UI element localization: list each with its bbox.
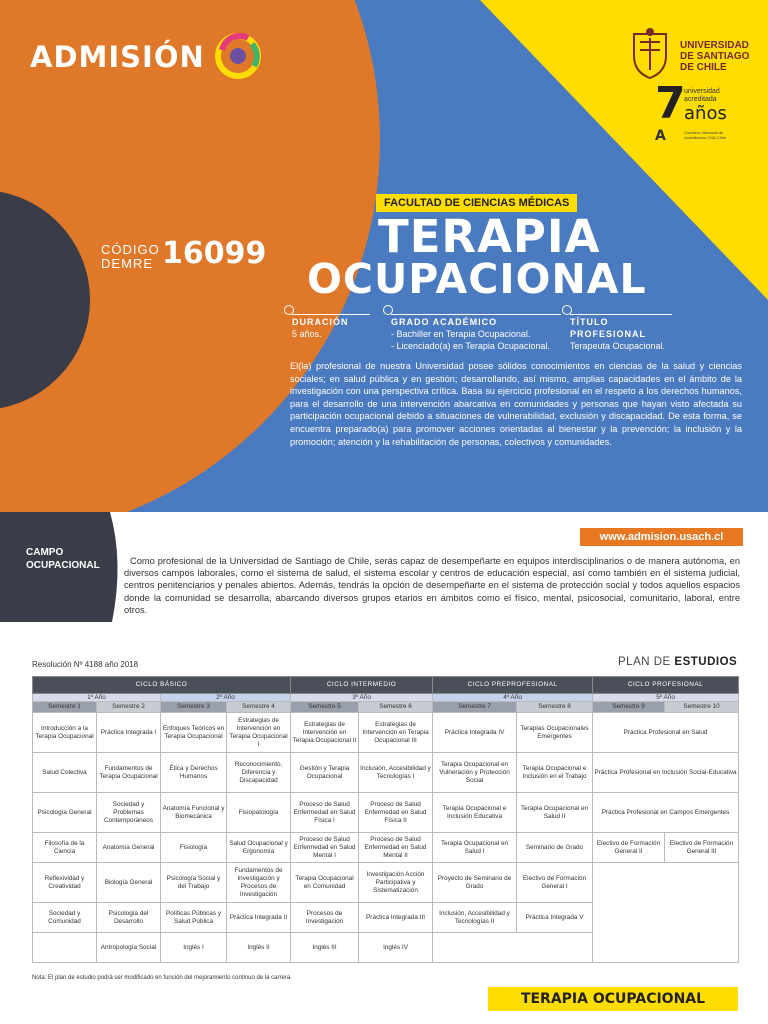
course-cell: Terapias Ocupacionales Emergentes	[517, 713, 593, 753]
course-cell: Inglés I	[161, 933, 227, 963]
degree-line1: - Bachiller en Terapia Ocupacional.	[391, 329, 531, 339]
course-cell: Práctica Integrada IV	[433, 713, 517, 753]
footer-title: TERAPIA OCUPACIONAL	[488, 987, 738, 1011]
semester-cell: Semestre 4	[227, 702, 291, 713]
professional-title-head: TÍTULO PROFESIONAL	[570, 314, 672, 340]
course-cell: Terapia Ocupacional en Salud I	[433, 833, 517, 863]
course-cell: Psicología Social y del Trabajo	[161, 863, 227, 903]
course-cell: Proceso de Salud Enfermedad en Salud Física II	[359, 793, 433, 833]
empty-cell	[593, 863, 739, 963]
course-cell: Anatomía General	[97, 833, 161, 863]
course-cell: Electivo de Formación General I	[517, 863, 593, 903]
course-cell: Filosofía de la Ciencia	[33, 833, 97, 863]
course-cell: Antropología Social	[97, 933, 161, 963]
career-title-line2: OCUPACIONAL	[307, 255, 647, 303]
course-cell: Ética y Derechos Humanos	[161, 753, 227, 793]
empty-cell	[33, 933, 97, 963]
semester-cell: Semestre 2	[97, 702, 161, 713]
course-cell: Reflexividad y Creatividad	[33, 863, 97, 903]
course-cell: Práctica Integrada V	[517, 903, 593, 933]
university-crest-icon	[628, 26, 672, 80]
course-cell: Práctica Profesional en Salud	[593, 713, 739, 753]
accreditation-label: universidad acreditada	[684, 88, 720, 103]
year-row	[33, 694, 739, 702]
course-row	[33, 863, 739, 903]
campo-ocupacional-section	[0, 512, 768, 622]
footnote: Nota: El plan de estudio podrá ser modificado en función del mejoramiento continuo de la carrera.	[32, 975, 292, 981]
course-cell: Práctica Integrada III	[359, 903, 433, 933]
diploma-icon	[562, 305, 572, 315]
course-cell: Proceso de Salud Enfermedad en Salud Mental I	[291, 833, 359, 863]
course-cell: Biología General	[97, 863, 161, 903]
cycle-cell: CICLO BÁSICO	[33, 677, 291, 694]
duration-value: 5 años.	[292, 329, 322, 339]
course-cell: Fundamentos de Investigación y Procesos de Investigación	[227, 863, 291, 903]
course-row	[33, 713, 739, 753]
year-cell: 3º Año	[291, 694, 433, 702]
course-cell: Sociedad y Comunidad	[33, 903, 97, 933]
plan-title: PLAN DE ESTUDIOS	[618, 656, 738, 668]
semester-cell: Semestre 3	[161, 702, 227, 713]
course-cell: Electivo de Formación General II	[593, 833, 665, 863]
course-cell: Políticas Públicas y Salud Pública	[161, 903, 227, 933]
course-cell: Práctica Profesional en Campos Emergentes	[593, 793, 739, 833]
course-cell: Terapia Ocupacional en Comunidad	[291, 863, 359, 903]
course-cell: Terapia Ocupacional e Inclusión en el Trabajo	[517, 753, 593, 793]
course-row	[33, 833, 739, 863]
course-cell: Gestión y Terapia Ocupacional	[291, 753, 359, 793]
course-cell: Estrategias de Intervención en Terapia Ocupacional I	[227, 713, 291, 753]
course-cell: Electivo de Formación General III	[665, 833, 739, 863]
cna-text: Comisión Nacional de Acreditación CNA-Chile	[684, 130, 727, 140]
course-cell: Inclusión, Accesibilidad y Tecnologías I	[359, 753, 433, 793]
course-cell: Inglés II	[227, 933, 291, 963]
demre-code: 16099	[162, 236, 267, 271]
course-cell: Seminario de Grado	[517, 833, 593, 863]
course-cell: Proceso de Salud Enfermedad en Salud Mental II	[359, 833, 433, 863]
course-cell: Anatomía Funcional y Biomecánica	[161, 793, 227, 833]
course-row	[33, 793, 739, 833]
course-cell: Fundamentos de Terapia Ocupacional	[97, 753, 161, 793]
campo-title: CAMPO OCUPACIONAL	[26, 547, 100, 571]
cycle-row	[33, 677, 739, 694]
course-cell: Procesos de Investigación	[291, 903, 359, 933]
professional-title-info	[570, 314, 672, 352]
year-cell: 5º Año	[593, 694, 739, 702]
cycle-cell: CICLO PROFESIONAL	[593, 677, 739, 694]
semester-cell: Semestre 10	[665, 702, 739, 713]
duration-info	[292, 314, 370, 340]
degree-line2: - Licenciado(a) en Terapia Ocupacional.	[391, 341, 550, 351]
degree-info	[391, 314, 561, 352]
course-cell: Estrategias de Intervención en Terapia Ocupacional II	[291, 713, 359, 753]
course-cell: Enfoques Teóricos en Terapia Ocupacional	[161, 713, 227, 753]
code-label: CÓDIGO DEMRE	[101, 242, 160, 271]
course-cell: Proyecto de Seminario de Grado	[433, 863, 517, 903]
course-cell: Terapia Ocupacional en Salud II	[517, 793, 593, 833]
career-title-line1: TERAPIA	[378, 210, 601, 263]
resolution-note: Resolución Nº 4188 año 2018	[32, 660, 139, 669]
campo-description: Como profesional de la Universidad de Santiago de Chile, serás capaz de desempeñarte en equipos interdisciplinarios o de manera autónoma, en diversos campos laborales, como el sistema de salud, el sistema escolar y centros de educación especial, así como también en el sistema judicial, centros penitenciarios y penales abiertos. Además, tendrás la opción de desempeñarte en el sistema de protección social y todos aquellos espacios donde la comunidad se desarrolla, abarcando diversos grupos etarios en ámbitos como el físico, mental, psicosocial, comunitario, laboral, entre otros.	[124, 556, 740, 615]
course-cell: Salud Ocupacional y Ergonomía	[227, 833, 291, 863]
cycle-cell: CICLO INTERMEDIO	[291, 677, 433, 694]
course-cell: Investigación Acción Participativa y Sistematización	[359, 863, 433, 903]
duration-head: DURACIÓN	[292, 314, 370, 328]
career-description: El(la) profesional de nuestra Universidad posee sólidos conocimientos en ciencias de la salud y ciencias sociales; en salud pública y en gestión; desarrollando, así mismo, amplias capacidades en el ámbito de la investigación con una perspectiva crítica. Basa su ejercicio profesional en el respeto a los derechos humanos, para el desarrollo de una intervención abarcativa en comunidades y personas que hayan visto afectada su participación ocupacional debido a situaciones de vulnerabilidad, exclusión y discapacidad. De esta forma, se encuentra preparado(a) para promover acciones orientadas al bienestar y la prevención; la inclusión y la promoción; atención y la rehabilitación de personas, colectivos y comunidades.	[290, 361, 742, 447]
admission-url-link[interactable]: www.admision.usach.cl	[580, 528, 743, 546]
course-cell: Inglés IV	[359, 933, 433, 963]
semester-cell: Semestre 7	[433, 702, 517, 713]
cna-logo-icon: A	[655, 128, 666, 144]
course-cell: Sociedad y Problemas Contemporáneos	[97, 793, 161, 833]
course-row	[33, 753, 739, 793]
course-cell: Reconocimiento, Diferencia y Discapacidad	[227, 753, 291, 793]
semester-row	[33, 702, 739, 713]
admision-year-logo	[212, 30, 264, 82]
cycle-cell: CICLO PREPROFESIONAL	[433, 677, 593, 694]
course-cell: Psicología del Desarrollo	[97, 903, 161, 933]
course-cell: Práctica Profesional en Inclusión Social-Educativa	[593, 753, 739, 793]
empty-cell	[433, 933, 593, 963]
accreditation-anos: años	[684, 103, 727, 124]
semester-cell: Semestre 6	[359, 702, 433, 713]
accreditation-years: 7	[655, 78, 686, 129]
semester-cell: Semestre 8	[517, 702, 593, 713]
course-cell: Estrategias de Intervención en Terapia Ocupacional III	[359, 713, 433, 753]
course-cell: Inglés III	[291, 933, 359, 963]
admision-brand: ADMISIÓN	[30, 40, 205, 74]
year-cell: 4º Año	[433, 694, 593, 702]
faculty-badge: FACULTAD DE CIENCIAS MÉDICAS	[376, 194, 577, 212]
year-cell: 1º Año	[33, 694, 161, 702]
course-cell: Práctica Integrada II	[227, 903, 291, 933]
course-cell: Salud Colectiva	[33, 753, 97, 793]
course-cell: Proceso de Salud Enfermedad en Salud Física I	[291, 793, 359, 833]
degree-head: GRADO ACADÉMICO	[391, 314, 561, 328]
course-cell: Fisiología	[161, 833, 227, 863]
course-cell: Fisiopatología	[227, 793, 291, 833]
course-cell: Práctica Integrada I	[97, 713, 161, 753]
course-cell: Terapia Ocupacional e Inclusión Educativa	[433, 793, 517, 833]
course-cell: Terapia Ocupacional en Vulneración y Protección Social	[433, 753, 517, 793]
semester-cell: Semestre 9	[593, 702, 665, 713]
cap-icon	[383, 305, 393, 315]
course-cell: Introducción a la Terapia Ocupacional	[33, 713, 97, 753]
professional-title-value: Terapeuta Ocupacional.	[570, 341, 666, 351]
course-cell: Inclusión, Accesibilidad y Tecnologías II	[433, 903, 517, 933]
semester-cell: Semestre 5	[291, 702, 359, 713]
year-cell: 2º Año	[161, 694, 291, 702]
semester-cell: Semestre 1	[33, 702, 97, 713]
clock-icon	[284, 305, 294, 315]
course-cell: Psicología General	[33, 793, 97, 833]
university-name: UNIVERSIDAD DE SANTIAGO DE CHILE	[680, 40, 750, 73]
study-plan-table	[32, 676, 739, 963]
